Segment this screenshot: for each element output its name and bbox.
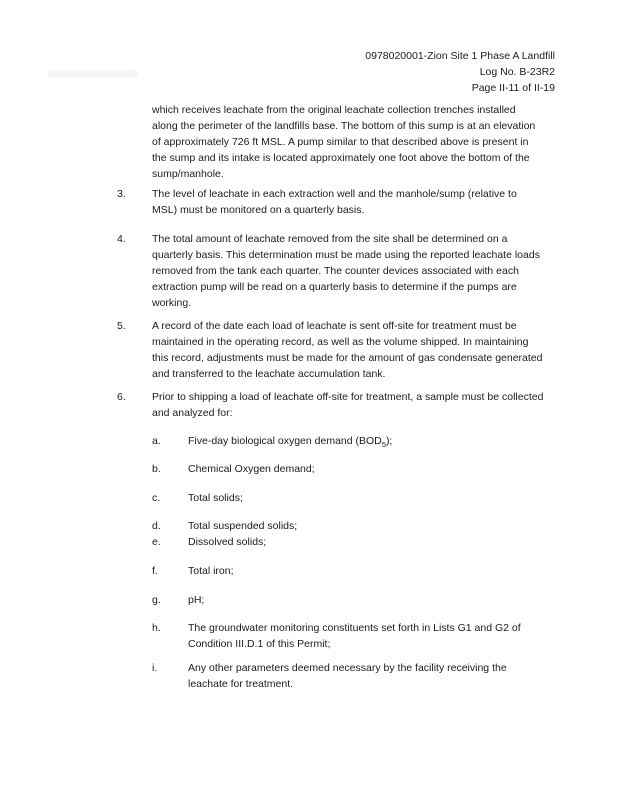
scan-artifact	[48, 70, 138, 78]
subitem-text-i: Any other parameters deemed necessary by the facility receiving the leachate for treatment.	[188, 662, 507, 690]
header-log-number: Log No. B-23R2	[479, 66, 555, 78]
subitem-letter-e: e.	[152, 536, 161, 548]
subitem-text-d: Total suspended solids;	[188, 520, 298, 532]
subitem-letter-i: i.	[152, 662, 158, 674]
subitem-letter-h: h.	[152, 622, 161, 634]
subitem-letter-g: g.	[152, 594, 161, 606]
item-number-3: 3.	[117, 188, 126, 200]
subitem-text-b: Chemical Oxygen demand;	[188, 463, 315, 475]
subitem-text-a-subscript: 5	[381, 440, 386, 450]
item-number-5: 5.	[117, 320, 126, 332]
subitem-letter-f: f.	[152, 565, 158, 577]
subitem-letter-b: b.	[152, 463, 161, 475]
item-text-4: The total amount of leachate removed from the site shall be determined on a quarterly basis. This determination must be made using the reported leachate loads removed from the tank each quarter. The counter devices associated with each extraction pump will be read on a quarterly basis to determine if the pumps are working.	[152, 233, 540, 309]
subitem-text-f: Total iron;	[188, 565, 234, 577]
header-page-number: Page II-11 of II-19	[471, 82, 555, 94]
subitem-letter-c: c.	[152, 492, 161, 504]
continuation-paragraph: which receives leachate from the original leachate collection trenches installed along the perimeter of the landfills base. The bottom of this sump is at an elevation of approximately 726 ft MSL. A pump similar to that described above is present in the sump and its intake is located approximately one foot above the bottom of the sump/manhole.	[152, 104, 536, 180]
subitem-text-g: pH;	[188, 594, 205, 606]
subitem-text-e: Dissolved solids;	[188, 536, 267, 548]
subitem-letter-d: d.	[152, 520, 161, 532]
page-header	[365, 48, 555, 96]
subitem-text-a	[188, 433, 548, 453]
subitem-text-h: The groundwater monitoring constituents set forth in Lists G1 and G2 of Condition III.D.1 of this Permit;	[188, 622, 521, 650]
subitem-letter-a: a.	[152, 435, 161, 447]
item-number-6: 6.	[117, 391, 126, 403]
subitem-text-c: Total solids;	[188, 492, 243, 504]
subitem-text-a-end: );	[385, 435, 393, 447]
item-text-5: A record of the date each load of leachate is sent off-site for treatment must be maintained in the operating record, as well as the volume shipped. In maintaining this record, adjustments must be made for the amount of gas condensate generated and transferred to the leachate accumulation tank.	[152, 320, 543, 380]
item-number-4: 4.	[117, 233, 126, 245]
header-facility-id: 0978020001-Zion Site 1 Phase A Landfill	[365, 50, 555, 62]
item-text-6: Prior to shipping a load of leachate off-site for treatment, a sample must be collected and analyzed for:	[152, 391, 544, 419]
item-text-3: The level of leachate in each extraction well and the manhole/sump (relative to MSL) must be monitored on a quarterly basis.	[152, 188, 517, 216]
subitem-text-a-main: Five-day biological oxygen demand (BOD	[188, 435, 382, 447]
